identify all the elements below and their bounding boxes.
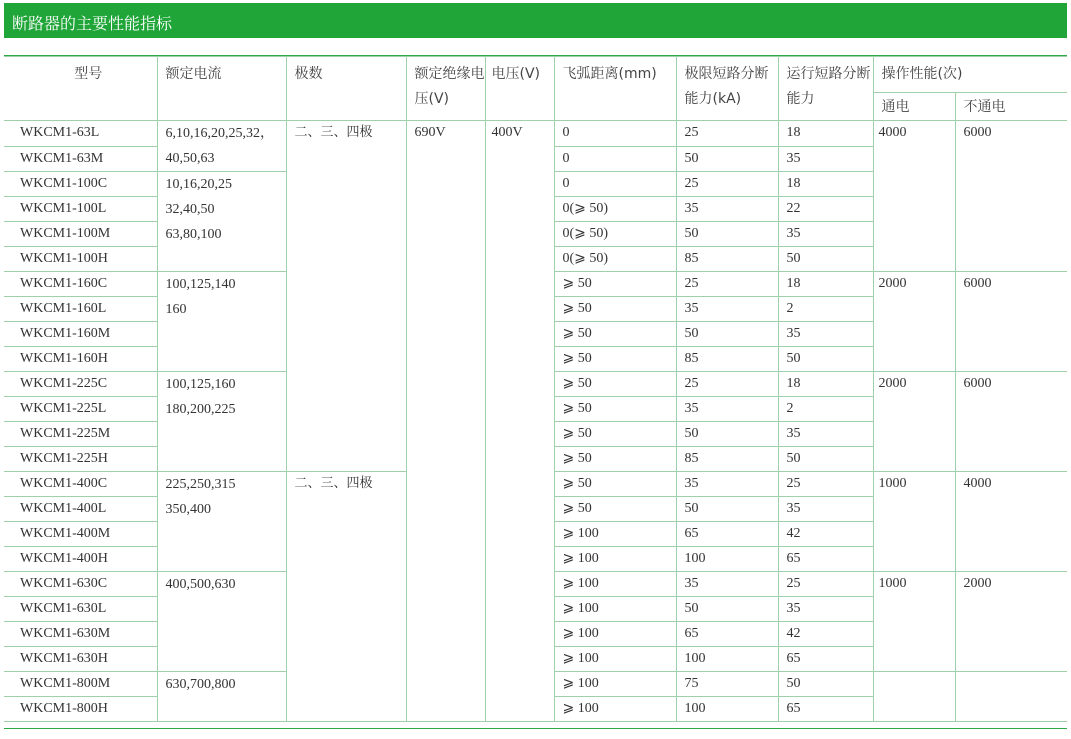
header-unpowered: 不通电 [955, 93, 1067, 121]
cell-service: 50 [778, 347, 873, 372]
spec-table [4, 56, 1067, 722]
cell-ultimate: 35 [676, 297, 778, 322]
cell-ultimate: 100 [676, 647, 778, 672]
cell-service: 18 [778, 121, 873, 147]
cell-service: 35 [778, 146, 873, 172]
cell-model: WKCM1-100L [4, 197, 157, 222]
cell-powered [873, 672, 955, 722]
current-line: 350,400 [165, 502, 211, 517]
current-line: 225,250,315 [165, 477, 236, 492]
cell-service: 35 [778, 222, 873, 247]
current-line: 6,10,16,20,25,32， [165, 126, 274, 141]
cell-arc: ⩾ 50 [554, 272, 676, 297]
cell-arc: 0(⩾ 50) [554, 197, 676, 222]
cell-powered: 2000 [873, 372, 955, 472]
cell-ultimate: 25 [676, 121, 778, 147]
cell-current-group [157, 472, 286, 572]
cell-arc: 0 [554, 172, 676, 197]
cell-current-group [157, 272, 286, 372]
cell-model: WKCM1-160H [4, 347, 157, 372]
cell-arc: ⩾ 50 [554, 372, 676, 397]
current-line: 160 [165, 302, 187, 317]
cell-poles: 二、三、四极 [286, 472, 406, 722]
cell-ultimate: 25 [676, 172, 778, 197]
cell-ultimate: 35 [676, 572, 778, 597]
cell-model: WKCM1-630C [4, 572, 157, 597]
cell-model: WKCM1-800M [4, 672, 157, 697]
cell-service: 22 [778, 197, 873, 222]
cell-model: WKCM1-225L [4, 397, 157, 422]
cell-arc: ⩾ 50 [554, 322, 676, 347]
cell-arc: ⩾ 100 [554, 572, 676, 597]
current-line: 32,40,50 [165, 202, 215, 217]
cell-current-group [157, 172, 286, 272]
header-powered: 通电 [873, 93, 955, 121]
header-poles: 极数 [286, 57, 406, 121]
current-line: 100,125,160 [165, 377, 236, 392]
cell-arc: ⩾ 50 [554, 397, 676, 422]
header-ultimate: 极限短路分断能力(kA) [676, 57, 778, 121]
current-line: 63,80,100 [165, 227, 222, 242]
cell-ultimate: 85 [676, 447, 778, 472]
cell-service: 18 [778, 272, 873, 297]
header-operation: 操作性能(次) [873, 57, 1067, 93]
cell-ultimate: 50 [676, 322, 778, 347]
cell-powered: 2000 [873, 272, 955, 372]
cell-model: WKCM1-630H [4, 647, 157, 672]
cell-ultimate: 75 [676, 672, 778, 697]
cell-service: 25 [778, 472, 873, 497]
cell-arc: ⩾ 50 [554, 447, 676, 472]
cell-model: WKCM1-400M [4, 522, 157, 547]
header-model: 型号 [4, 57, 157, 121]
cell-arc: ⩾ 50 [554, 497, 676, 522]
cell-service: 2 [778, 397, 873, 422]
cell-model: WKCM1-400H [4, 547, 157, 572]
cell-model: WKCM1-800H [4, 697, 157, 722]
cell-unpowered: 2000 [955, 572, 1067, 672]
current-line: 10,16,20,25 [165, 177, 232, 192]
header-row [4, 57, 1067, 93]
current-line: 400,500,630 [165, 577, 236, 592]
cell-ultimate: 25 [676, 372, 778, 397]
cell-ultimate: 35 [676, 397, 778, 422]
cell-ultimate: 50 [676, 146, 778, 172]
cell-ultimate: 25 [676, 272, 778, 297]
cell-model: WKCM1-100H [4, 247, 157, 272]
cell-model: WKCM1-100C [4, 172, 157, 197]
cell-poles: 二、三、四极 [286, 121, 406, 472]
cell-arc: ⩾ 50 [554, 297, 676, 322]
cell-service: 50 [778, 672, 873, 697]
cell-ultimate: 50 [676, 497, 778, 522]
cell-service: 50 [778, 447, 873, 472]
cell-model: WKCM1-630L [4, 597, 157, 622]
cell-model: WKCM1-160L [4, 297, 157, 322]
header-insulation: 额定绝缘电压(V) [406, 57, 485, 121]
cell-unpowered: 6000 [955, 372, 1067, 472]
cell-model: WKCM1-225M [4, 422, 157, 447]
cell-model: WKCM1-63M [4, 146, 157, 172]
cell-ultimate: 50 [676, 597, 778, 622]
cell-service: 42 [778, 622, 873, 647]
cell-service: 25 [778, 572, 873, 597]
cell-powered: 4000 [873, 121, 955, 272]
header-current: 额定电流 [157, 57, 286, 121]
cell-powered: 1000 [873, 472, 955, 572]
current-line: 100,125,140 [165, 277, 236, 292]
cell-service: 65 [778, 697, 873, 722]
cell-ultimate: 100 [676, 547, 778, 572]
section-title: 断路器的主要性能指标 [12, 14, 173, 33]
cell-arc: 0(⩾ 50) [554, 222, 676, 247]
cell-current-group [157, 572, 286, 672]
cell-ultimate: 100 [676, 697, 778, 722]
cell-current-group [157, 121, 286, 172]
cell-arc: ⩾ 50 [554, 472, 676, 497]
cell-unpowered [955, 672, 1067, 722]
current-line: 630,700,800 [165, 677, 236, 692]
cell-service: 18 [778, 372, 873, 397]
cell-arc: ⩾ 100 [554, 622, 676, 647]
cell-arc: 0 [554, 146, 676, 172]
cell-model: WKCM1-100M [4, 222, 157, 247]
header-voltage: 电压(V) [485, 57, 554, 121]
cell-model: WKCM1-160M [4, 322, 157, 347]
cell-ultimate: 85 [676, 347, 778, 372]
cell-service: 65 [778, 547, 873, 572]
cell-service: 42 [778, 522, 873, 547]
cell-ultimate: 65 [676, 522, 778, 547]
section-title-bar [4, 3, 1067, 38]
cell-service: 50 [778, 247, 873, 272]
header-service: 运行短路分断能力 [778, 57, 873, 121]
cell-ultimate: 35 [676, 197, 778, 222]
cell-unpowered: 6000 [955, 121, 1067, 272]
cell-unpowered: 6000 [955, 272, 1067, 372]
cell-arc: ⩾ 100 [554, 672, 676, 697]
cell-current-group [157, 372, 286, 472]
cell-ultimate: 35 [676, 472, 778, 497]
cell-voltage: 400V [485, 121, 554, 722]
current-line: 180,200,225 [165, 402, 236, 417]
cell-ultimate: 50 [676, 422, 778, 447]
cell-model: WKCM1-225H [4, 447, 157, 472]
cell-service: 65 [778, 647, 873, 672]
cell-service: 35 [778, 597, 873, 622]
cell-arc: ⩾ 100 [554, 547, 676, 572]
cell-service: 2 [778, 297, 873, 322]
cell-service: 35 [778, 422, 873, 447]
cell-arc: ⩾ 100 [554, 647, 676, 672]
cell-service: 35 [778, 497, 873, 522]
cell-model: WKCM1-400C [4, 472, 157, 497]
cell-arc: ⩾ 50 [554, 347, 676, 372]
cell-insulation: 690V [406, 121, 485, 722]
cell-arc: ⩾ 100 [554, 522, 676, 547]
cell-unpowered: 4000 [955, 472, 1067, 572]
table-bottom-rule [4, 728, 1067, 729]
current-line: 40,50,63 [165, 151, 215, 166]
cell-service: 18 [778, 172, 873, 197]
cell-arc: ⩾ 100 [554, 597, 676, 622]
cell-ultimate: 50 [676, 222, 778, 247]
cell-service: 35 [778, 322, 873, 347]
cell-arc: ⩾ 100 [554, 697, 676, 722]
cell-ultimate: 85 [676, 247, 778, 272]
cell-powered: 1000 [873, 572, 955, 672]
cell-model: WKCM1-63L [4, 121, 157, 147]
cell-model: WKCM1-400L [4, 497, 157, 522]
header-arc: 飞弧距离(mm) [554, 57, 676, 121]
table-body [4, 121, 1067, 722]
cell-model: WKCM1-160C [4, 272, 157, 297]
cell-arc: 0(⩾ 50) [554, 247, 676, 272]
cell-model: WKCM1-630M [4, 622, 157, 647]
cell-arc: ⩾ 50 [554, 422, 676, 447]
cell-ultimate: 65 [676, 622, 778, 647]
table-row [4, 121, 1067, 147]
cell-arc: 0 [554, 121, 676, 147]
cell-model: WKCM1-225C [4, 372, 157, 397]
cell-current-group [157, 672, 286, 722]
